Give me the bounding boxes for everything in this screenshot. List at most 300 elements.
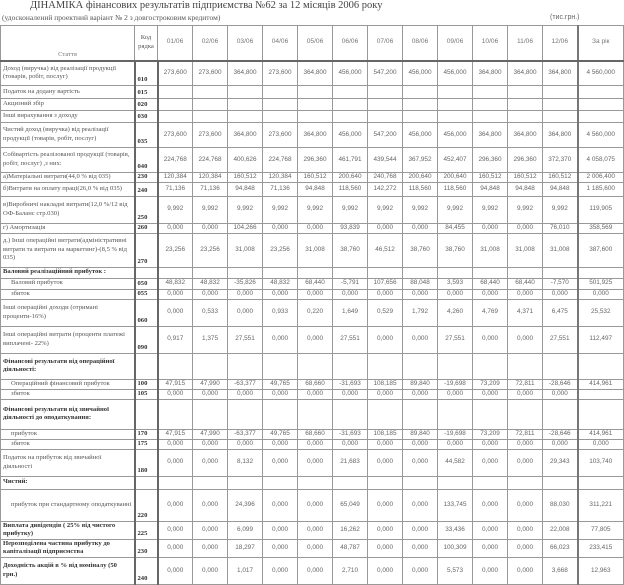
month-value-cell [438, 399, 473, 429]
month-value-cell: 0,000 [193, 439, 228, 449]
month-value-cell [403, 476, 438, 489]
month-value-cell: 107,656 [368, 278, 403, 289]
month-value-cell [298, 99, 333, 111]
month-value-cell: 68,440 [298, 278, 333, 289]
month-value-cell: 160,512 [543, 173, 578, 183]
month-value-cell: 160,512 [298, 173, 333, 183]
month-value-cell: 0,000 [193, 557, 228, 584]
month-value-cell [508, 99, 543, 111]
month-value-cell [158, 111, 193, 123]
month-value-cell: 46,512 [368, 233, 403, 267]
month-value-cell [403, 353, 438, 379]
month-value-cell: 2,710 [333, 557, 368, 584]
month-value-cell: 0,000 [298, 389, 333, 399]
month-value-cell [298, 399, 333, 429]
month-value-cell: 0,000 [228, 289, 263, 299]
row-code [135, 353, 158, 379]
table-row [1, 353, 624, 379]
row-code: 225 [135, 521, 158, 539]
row-code: 100 [135, 379, 158, 389]
table-row [1, 439, 624, 449]
month-value-cell [333, 476, 368, 489]
month-value-cell: 93,839 [333, 223, 368, 233]
month-value-cell: 49,765 [263, 379, 298, 389]
row-label: б)Витрати на оплату праці(26,0 % від 035) [1, 182, 135, 196]
month-value-cell: 0,529 [368, 299, 403, 326]
row-label: Операційний фінансовий прибуток [1, 379, 135, 389]
month-value-cell [368, 99, 403, 111]
table-row [1, 111, 624, 123]
row-code: 050 [135, 278, 158, 289]
month-value-cell: 23,256 [193, 233, 228, 267]
row-label: Виплата дивідендів ( 25% від чистого прибутку) [1, 521, 135, 539]
month-value-cell: 72,811 [508, 379, 543, 389]
month-value-cell: 48,832 [193, 278, 228, 289]
month-value-cell [193, 111, 228, 123]
month-value-cell: 48,832 [158, 278, 193, 289]
month-value-cell: 29,343 [543, 449, 578, 476]
units-label: (тис.грн.) [550, 14, 580, 21]
month-value-cell: 21,683 [333, 449, 368, 476]
month-value-cell: 0,000 [473, 223, 508, 233]
month-value-cell: 160,512 [473, 173, 508, 183]
month-value-cell [543, 111, 578, 123]
row-label: Фінансові результати від операційної діяльності: [1, 353, 135, 379]
month-value-cell [403, 86, 438, 99]
month-value-cell: 456,000 [403, 123, 438, 148]
month-value-cell [473, 399, 508, 429]
month-value-cell [403, 111, 438, 123]
year-total-cell: 387,600 [578, 233, 624, 267]
table-row [1, 429, 624, 439]
month-value-cell: 0,000 [158, 389, 193, 399]
month-value-cell: 88,030 [543, 489, 578, 521]
month-value-cell: 0,000 [543, 289, 578, 299]
month-value-cell [438, 267, 473, 278]
month-value-cell: 0,000 [298, 223, 333, 233]
month-value-cell: 296,360 [298, 148, 333, 173]
year-total-cell [578, 399, 624, 429]
month-value-cell: 94,848 [473, 182, 508, 196]
year-total-cell: 501,925 [578, 278, 624, 289]
month-value-cell [438, 111, 473, 123]
row-code: 250 [135, 196, 158, 223]
header-month: 09/06 [438, 26, 473, 61]
month-value-cell [263, 399, 298, 429]
year-total-cell: 4 560,000 [578, 123, 624, 148]
month-value-cell: 0,000 [193, 539, 228, 557]
month-value-cell: 0,000 [298, 539, 333, 557]
row-code: 105 [135, 389, 158, 399]
month-value-cell: 364,800 [543, 61, 578, 86]
year-total-cell: 358,569 [578, 223, 624, 233]
month-value-cell: 0,000 [263, 539, 298, 557]
month-value-cell: 364,800 [473, 123, 508, 148]
month-value-cell: 273,600 [193, 123, 228, 148]
month-value-cell: 1,649 [333, 299, 368, 326]
month-value-cell: -19,698 [438, 379, 473, 389]
table-row [1, 379, 624, 389]
month-value-cell: 160,512 [228, 173, 263, 183]
month-value-cell: 0,000 [403, 557, 438, 584]
month-value-cell: 240,768 [368, 173, 403, 183]
table-row [1, 289, 624, 299]
month-value-cell: 100,309 [438, 539, 473, 557]
month-value-cell: 88,048 [403, 278, 438, 289]
month-value-cell [228, 99, 263, 111]
month-value-cell [158, 399, 193, 429]
month-value-cell: 364,800 [508, 123, 543, 148]
table-row [1, 148, 624, 173]
row-label: Податок на додану вартість [1, 86, 135, 99]
month-value-cell: 0,000 [263, 489, 298, 521]
row-code: 230 [135, 539, 158, 557]
row-code: 170 [135, 429, 158, 439]
row-code: 020 [135, 99, 158, 111]
month-value-cell [403, 399, 438, 429]
month-value-cell: 0,000 [508, 449, 543, 476]
month-value-cell: 0,000 [368, 223, 403, 233]
row-label: Інші вирахування з доходу [1, 111, 135, 123]
row-label: в)Виробничі накладні витрати(12,0 %/12 від ОФ-Баланс стр.030) [1, 196, 135, 223]
table-row [1, 326, 624, 353]
year-total-cell: 119,905 [578, 196, 624, 223]
month-value-cell: 273,600 [158, 61, 193, 86]
month-value-cell [368, 476, 403, 489]
month-value-cell [263, 111, 298, 123]
row-label: збиток [1, 389, 135, 399]
row-code: 230 [135, 173, 158, 183]
row-label: Нерозподілена частина прибутку до капіталізації підприємства [1, 539, 135, 557]
month-value-cell: 16,262 [333, 521, 368, 539]
row-label: Інші операційні доходи (отримані проценти-16%) [1, 299, 135, 326]
row-code [135, 476, 158, 489]
month-value-cell: 0,000 [368, 521, 403, 539]
table-row [1, 123, 624, 148]
month-value-cell: 0,000 [438, 439, 473, 449]
month-value-cell: 3,593 [438, 278, 473, 289]
month-value-cell: 0,000 [298, 521, 333, 539]
month-value-cell: 27,551 [543, 326, 578, 353]
month-value-cell: 0,000 [368, 489, 403, 521]
month-value-cell: 0,000 [158, 539, 193, 557]
month-value-cell [473, 111, 508, 123]
month-value-cell [368, 353, 403, 379]
year-total-cell: 4 058,075 [578, 148, 624, 173]
year-total-cell [578, 476, 624, 489]
month-value-cell: 0,000 [508, 439, 543, 449]
header-month: 10/06 [473, 26, 508, 61]
month-value-cell: 133,745 [438, 489, 473, 521]
table-row [1, 173, 624, 183]
row-code: 260 [135, 223, 158, 233]
month-value-cell: 0,000 [193, 223, 228, 233]
table-row [1, 99, 624, 111]
month-value-cell: 0,000 [193, 289, 228, 299]
month-value-cell: 38,760 [333, 233, 368, 267]
month-value-cell [263, 267, 298, 278]
month-value-cell: 0,000 [473, 439, 508, 449]
month-value-cell [508, 267, 543, 278]
month-value-cell [158, 86, 193, 99]
month-value-cell: 68,440 [508, 278, 543, 289]
month-value-cell: 0,000 [158, 449, 193, 476]
month-value-cell: 456,000 [438, 123, 473, 148]
row-label: Чистий доход (виручка) від реалізації продукції (товарів, робіт, послуг) [1, 123, 135, 148]
month-value-cell [403, 267, 438, 278]
month-value-cell: 0,000 [333, 289, 368, 299]
month-value-cell: 0,000 [158, 489, 193, 521]
month-value-cell [333, 353, 368, 379]
row-label: Валовий реалізаційний прибуток : [1, 267, 135, 278]
month-value-cell: 0,000 [403, 389, 438, 399]
month-value-cell [298, 86, 333, 99]
table-row [1, 223, 624, 233]
month-value-cell: 0,000 [473, 489, 508, 521]
month-value-cell: 1,017 [228, 557, 263, 584]
month-value-cell: 0,000 [403, 223, 438, 233]
header-month: 08/06 [403, 26, 438, 61]
month-value-cell: 71,136 [263, 182, 298, 196]
month-value-cell: 0,000 [368, 326, 403, 353]
month-value-cell: 22,008 [543, 521, 578, 539]
header-month: 02/06 [193, 26, 228, 61]
month-value-cell: 27,551 [438, 326, 473, 353]
table-row [1, 196, 624, 223]
month-value-cell: 0,000 [403, 326, 438, 353]
month-value-cell: 0,917 [158, 326, 193, 353]
table-row [1, 557, 624, 584]
month-value-cell: 72,811 [508, 429, 543, 439]
month-value-cell: 6,475 [543, 299, 578, 326]
table-row [1, 449, 624, 476]
header-article: Стаття [1, 26, 135, 61]
header-month: 12/06 [543, 26, 578, 61]
month-value-cell: 68,440 [473, 278, 508, 289]
month-value-cell: 9,992 [368, 196, 403, 223]
header-month: 11/06 [508, 26, 543, 61]
month-value-cell: 44,582 [438, 449, 473, 476]
month-value-cell: 31,008 [508, 233, 543, 267]
month-value-cell: 73,209 [473, 379, 508, 389]
year-total-cell: 112,497 [578, 326, 624, 353]
month-value-cell: 0,000 [403, 489, 438, 521]
month-value-cell: 9,992 [403, 196, 438, 223]
month-value-cell: 0,000 [508, 557, 543, 584]
header-month: 03/06 [228, 26, 263, 61]
month-value-cell: 120,384 [158, 173, 193, 183]
header-code: Код рядка [135, 26, 158, 61]
month-value-cell: 47,915 [158, 379, 193, 389]
month-value-cell: 66,023 [543, 539, 578, 557]
month-value-cell: 68,660 [298, 429, 333, 439]
row-code [135, 267, 158, 278]
month-value-cell: 0,000 [333, 439, 368, 449]
month-value-cell: 108,185 [368, 429, 403, 439]
month-value-cell: 0,000 [298, 449, 333, 476]
year-total-cell: 414,961 [578, 379, 624, 389]
table-row [1, 476, 624, 489]
year-total-cell: 0,000 [578, 289, 624, 299]
month-value-cell: 224,768 [193, 148, 228, 173]
month-value-cell: 0,000 [543, 439, 578, 449]
row-code: 035 [135, 123, 158, 148]
month-value-cell [263, 86, 298, 99]
month-value-cell [543, 476, 578, 489]
month-value-cell: 0,000 [158, 439, 193, 449]
month-value-cell: 0,000 [508, 521, 543, 539]
row-label: а)Матеріальні витрати(44,0 % від 035) [1, 173, 135, 183]
month-value-cell: 0,000 [473, 289, 508, 299]
row-label: Доход (виручка) від реалізації продукції (товарів, робіт, послуг) [1, 61, 135, 86]
row-label: Фінансові результати від звичайної діяльності до оподаткування: [1, 399, 135, 429]
month-value-cell: 4,260 [438, 299, 473, 326]
month-value-cell: 200,640 [403, 173, 438, 183]
month-value-cell [543, 267, 578, 278]
month-value-cell: 0,000 [263, 557, 298, 584]
year-total-cell [578, 86, 624, 99]
month-value-cell: 0,000 [473, 557, 508, 584]
row-code: 010 [135, 61, 158, 86]
month-value-cell: 0,000 [368, 539, 403, 557]
month-value-cell [193, 267, 228, 278]
month-value-cell: 456,000 [333, 123, 368, 148]
month-value-cell [403, 99, 438, 111]
month-value-cell: 200,640 [438, 173, 473, 183]
month-value-cell: 0,000 [193, 489, 228, 521]
month-value-cell: 68,660 [298, 379, 333, 389]
month-value-cell: 48,787 [333, 539, 368, 557]
year-total-cell: 12,963 [578, 557, 624, 584]
row-code: 270 [135, 233, 158, 267]
month-value-cell [228, 267, 263, 278]
row-label: Чистий: [1, 476, 135, 489]
month-value-cell: 0,000 [228, 439, 263, 449]
month-value-cell: 6,099 [228, 521, 263, 539]
month-value-cell: 0,000 [158, 521, 193, 539]
row-label: збиток [1, 439, 135, 449]
month-value-cell: 439,544 [368, 148, 403, 173]
month-value-cell [158, 99, 193, 111]
month-value-cell: 273,600 [158, 123, 193, 148]
month-value-cell: 9,992 [333, 196, 368, 223]
month-value-cell: 461,791 [333, 148, 368, 173]
row-label: збиток [1, 289, 135, 299]
month-value-cell [473, 476, 508, 489]
month-value-cell: 273,600 [193, 61, 228, 86]
table-row [1, 182, 624, 196]
financial-results-table [0, 25, 624, 585]
month-value-cell: 452,407 [438, 148, 473, 173]
month-value-cell: -31,693 [333, 429, 368, 439]
month-value-cell: 0,000 [298, 439, 333, 449]
month-value-cell: 367,952 [403, 148, 438, 173]
month-value-cell: 47,990 [193, 429, 228, 439]
month-value-cell: 31,008 [228, 233, 263, 267]
month-value-cell: 372,370 [543, 148, 578, 173]
month-value-cell: -63,377 [228, 379, 263, 389]
month-value-cell: 31,008 [473, 233, 508, 267]
month-value-cell: 118,560 [438, 182, 473, 196]
month-value-cell: 0,000 [228, 299, 263, 326]
month-value-cell [263, 99, 298, 111]
month-value-cell: 0,000 [403, 539, 438, 557]
month-value-cell: 120,384 [263, 173, 298, 183]
month-value-cell: 0,000 [473, 521, 508, 539]
row-label: Інші операційні витрати (проценти платежі виплачені- 22%) [1, 326, 135, 353]
month-value-cell [508, 86, 543, 99]
month-value-cell [298, 111, 333, 123]
month-value-cell [158, 267, 193, 278]
month-value-cell: 0,000 [298, 557, 333, 584]
month-value-cell [473, 267, 508, 278]
month-value-cell: -63,377 [228, 429, 263, 439]
month-value-cell: 0,000 [508, 389, 543, 399]
row-code: 055 [135, 289, 158, 299]
month-value-cell: 0,000 [368, 449, 403, 476]
month-value-cell [333, 86, 368, 99]
row-label: прибуток [1, 429, 135, 439]
month-value-cell [263, 476, 298, 489]
table-row [1, 86, 624, 99]
month-value-cell [368, 86, 403, 99]
month-value-cell: 142,272 [368, 182, 403, 196]
table-row [1, 521, 624, 539]
table-row [1, 267, 624, 278]
month-value-cell: 456,000 [333, 61, 368, 86]
table-row [1, 278, 624, 289]
month-value-cell: 0,000 [368, 557, 403, 584]
year-total-cell: 25,532 [578, 299, 624, 326]
month-value-cell [543, 99, 578, 111]
month-value-cell: 65,049 [333, 489, 368, 521]
month-value-cell: 0,000 [298, 326, 333, 353]
month-value-cell: 547,200 [368, 123, 403, 148]
month-value-cell: 0,000 [193, 521, 228, 539]
year-total-cell: 77,805 [578, 521, 624, 539]
month-value-cell [193, 476, 228, 489]
month-value-cell: 0,000 [333, 389, 368, 399]
month-value-cell: 4,769 [473, 299, 508, 326]
row-code: 060 [135, 299, 158, 326]
month-value-cell: 0,000 [228, 389, 263, 399]
row-code [135, 399, 158, 429]
month-value-cell: 0,000 [403, 289, 438, 299]
month-value-cell [508, 476, 543, 489]
row-label: Акцизний збір [1, 99, 135, 111]
month-value-cell: 0,000 [473, 389, 508, 399]
month-value-cell: 0,220 [298, 299, 333, 326]
row-code: 220 [135, 489, 158, 521]
month-value-cell [333, 399, 368, 429]
month-value-cell [193, 353, 228, 379]
month-value-cell: 456,000 [403, 61, 438, 86]
month-value-cell: 364,800 [298, 123, 333, 148]
month-value-cell: 0,000 [158, 557, 193, 584]
month-value-cell: 0,533 [193, 299, 228, 326]
month-value-cell: 0,933 [263, 299, 298, 326]
month-value-cell [438, 99, 473, 111]
month-value-cell: 200,640 [333, 173, 368, 183]
month-value-cell: 38,760 [438, 233, 473, 267]
table-row [1, 299, 624, 326]
month-value-cell [543, 353, 578, 379]
month-value-cell [508, 399, 543, 429]
header-month: 06/06 [333, 26, 368, 61]
month-value-cell: 27,551 [333, 326, 368, 353]
month-value-cell: -5,791 [333, 278, 368, 289]
month-value-cell [438, 353, 473, 379]
